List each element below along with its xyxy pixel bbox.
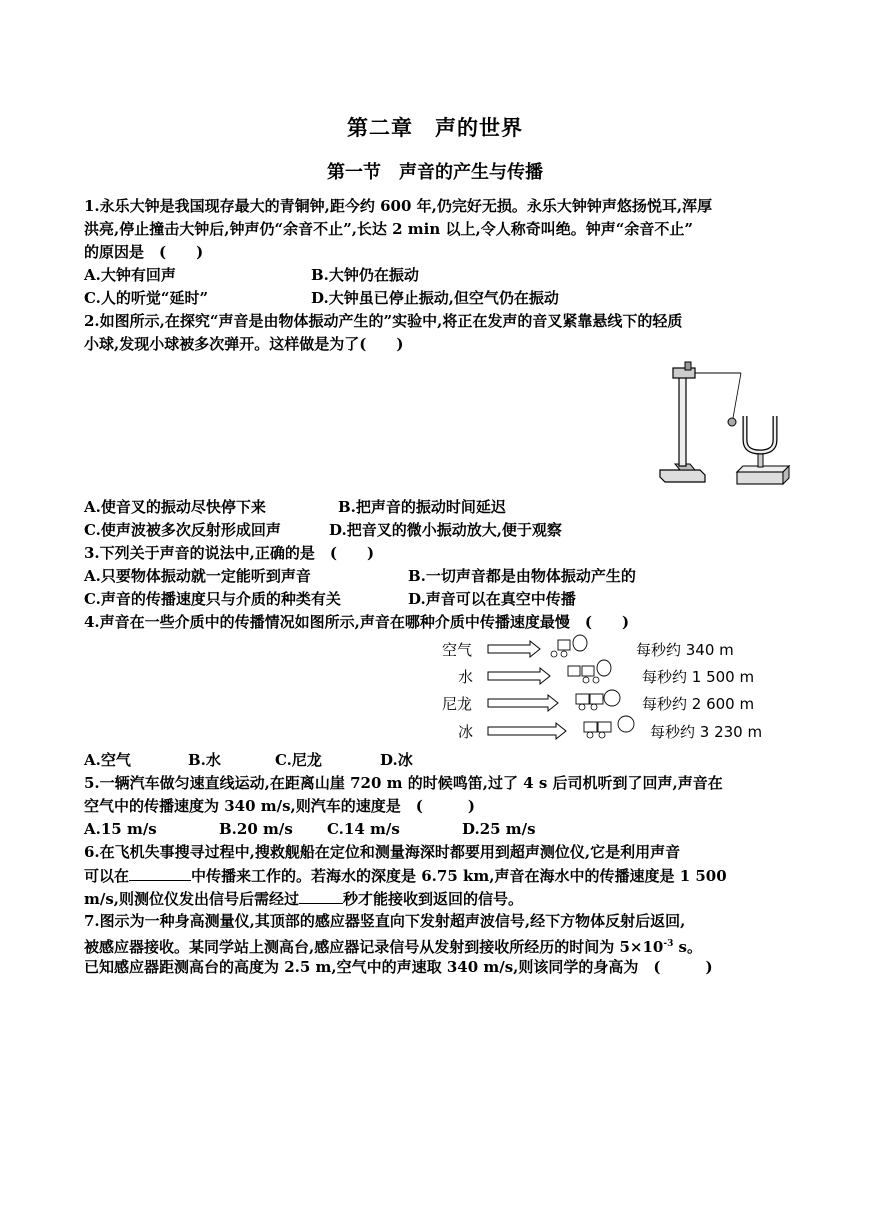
tuning-fork-figure	[655, 360, 795, 490]
chapter-title: 第二章 声的世界	[347, 115, 523, 140]
figure-medium-nylon: 尼龙	[442, 695, 473, 713]
q5-stem-line-2: 空气中的传播速度为 340 m/s,则汽车的速度是 ( )	[84, 797, 475, 815]
q6-stem-line-3	[84, 888, 523, 909]
q7-stem-line-2	[84, 934, 702, 957]
q7-stem-line-1: 7.图示为一种身高测量仪,其顶部的感应器竖直向下发射超声波信号,经下方物体反射后返回,	[84, 912, 686, 930]
q6-line2-part-b: 中传播来工作的。若海水的深度是 6.75 km,声音在海水中的传播速度是 1 500	[191, 867, 727, 885]
q2-option-b[interactable]: B.把声音的振动时间延迟	[338, 498, 506, 516]
figure-speed-water: 每秒约 1 500 m	[642, 668, 755, 686]
q1-option-d[interactable]: D.大钟虽已停止振动,但空气仍在振动	[311, 289, 559, 307]
q6-line3-part-b: 秒才能接收到返回的信号。	[343, 890, 524, 908]
figure-medium-ice: 冰	[458, 723, 474, 741]
q6-line3-part-a: m/s,则测位仪发出信号后需经过	[84, 890, 300, 908]
q3-stem: 3.下列关于声音的说法中,正确的是 ( )	[84, 544, 375, 562]
figure-medium-air: 空气	[442, 641, 473, 659]
section-title: 第一节 声音的产生与传播	[327, 162, 543, 183]
q3-option-c[interactable]: C.声音的传播速度只与介质的种类有关	[84, 590, 341, 608]
q7-line2-part-a: 被感应器接收。某同学站上测高台,感应器记录信号从发射到接收所经历的时间为 5×10	[84, 938, 664, 956]
q3-option-b[interactable]: B.一切声音都是由物体振动产生的	[408, 567, 636, 585]
q2-option-c[interactable]: C.使声波被多次反射形成回声	[84, 521, 281, 539]
q7-exponent: -3	[663, 939, 674, 949]
q1-stem-line-3: 的原因是 ( )	[84, 243, 204, 261]
q4-option-a[interactable]: A.空气	[84, 751, 131, 769]
q6-stem-line-1: 6.在飞机失事搜寻过程中,搜救舰船在定位和测量海深时都要用到超声测位仪,它是利用声音	[84, 843, 681, 861]
figure-speed-air: 每秒约 340 m	[636, 641, 734, 659]
q6-blank-2[interactable]	[299, 888, 343, 904]
q3-option-d[interactable]: D.声音可以在真空中传播	[408, 590, 576, 608]
q4-option-d[interactable]: D.冰	[380, 751, 413, 769]
figure-speed-ice: 每秒约 3 230 m	[650, 723, 763, 741]
figure-medium-water: 水	[458, 668, 474, 686]
q6-stem-line-2	[84, 865, 727, 886]
q4-option-b[interactable]: B.水	[188, 751, 221, 769]
q4-stem: 4.声音在一些介质中的传播情况如图所示,声音在哪种介质中传播速度最慢 ( )	[84, 613, 630, 631]
figure-speed-nylon-label: 每秒约 2 600 m	[642, 695, 755, 713]
q5-option-d[interactable]: D.25 m/s	[462, 820, 536, 838]
q1-stem-line-1: 1.永乐大钟是我国现存最大的青铜钟,距今约 600 年,仍完好无损。永乐大钟钟声悠扬悦耳,浑厚	[84, 197, 713, 215]
q5-option-c[interactable]: C.14 m/s	[327, 820, 400, 838]
q6-blank-1[interactable]	[129, 865, 191, 881]
q1-option-c[interactable]: C.人的听觉“延时”	[84, 289, 209, 307]
q7-line2-part-b: s。	[673, 938, 702, 956]
q2-option-d[interactable]: D.把音叉的微小振动放大,便于观察	[329, 521, 562, 539]
q2-option-a[interactable]: A.使音叉的振动尽快停下来	[84, 498, 266, 516]
q4-option-c[interactable]: C.尼龙	[275, 751, 322, 769]
q1-option-b[interactable]: B.大钟仍在振动	[311, 266, 419, 284]
q5-option-a[interactable]: A.15 m/s	[84, 820, 157, 838]
q1-stem-line-2: 洪亮,停止撞击大钟后,钟声仍“余音不止”,长达 2 min 以上,令人称奇叫绝。钟声“余音不止”	[84, 220, 693, 238]
q1-option-a[interactable]: A.大钟有回声	[84, 266, 176, 284]
sound-speed-figure	[430, 634, 800, 750]
q2-stem-line-2: 小球,发现小球被多次弹开。这样做是为了( )	[84, 335, 404, 353]
q7-stem-line-3: 已知感应器距测高台的高度为 2.5 m,空气中的声速取 340 m/s,则该同学的身高为 ( )	[84, 958, 713, 976]
q6-line2-part-a: 可以在	[84, 867, 130, 885]
q3-option-a[interactable]: A.只要物体振动就一定能听到声音	[84, 567, 311, 585]
q5-stem-line-1: 5.一辆汽车做匀速直线运动,在距离山崖 720 m 的时候鸣笛,过了 4 s 后司机听到了回声,声音在	[84, 774, 723, 792]
q2-stem-line-1: 2.如图所示,在探究“声音是由物体振动产生的”实验中,将正在发声的音叉紧靠悬线下的轻质	[84, 312, 683, 330]
q5-option-b[interactable]: B.20 m/s	[219, 820, 293, 838]
